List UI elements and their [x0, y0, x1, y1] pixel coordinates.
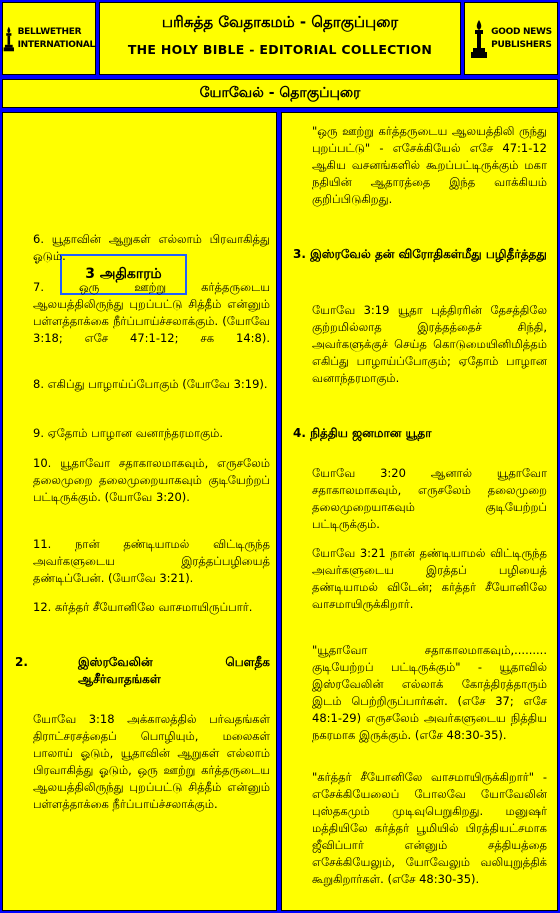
lamp-icon [3, 18, 15, 60]
section-body: "யூதாவோ சதாகாலமாகவும்,......... குடியேற்றப் பட்டிருக்கும்" - யூதாவில் இஸ்ரவேலின் எல்லாக் கோத்திரத்தாரும் இடம் பெற்றிருப்பார்கள். (எசே 37; எசே 48:1-29) எருசலேம் அவர்களுடைய நித்திய நகரமாக இருக்கும். (எசே 48:30-35). [312, 643, 547, 742]
section-body: யோவே 3:18 அக்காலத்தில் பர்வதங்கள் திராட்சரசத்தைப் பொழியும், மலைகள் பாலாய் ஓடும், யூதாவின் ஆறுகள் எல்லாம் பிரவாகித்து ஓடும், ஒரு ஊற்று கர்த்தருடைய ஆலயத்திலிருந்து புறப்பட்டு சித்தீம் என்னும் பள்ளத்தாக்கை நீர்ப்பாய்ச்சலாக்கும். [33, 712, 270, 811]
left-column [2, 112, 277, 911]
page-title: யோவேல் - தொகுப்புரை [2, 79, 558, 108]
title-english: THE HOLY BIBLE - EDITORIAL COLLECTION [127, 42, 433, 57]
list-item: 11. நான் தண்டியாமல் விட்டிருந்த அவர்களுடைய இரத்தப்பழியைத் தண்டிப்பேன். (யோவே 3:21). [33, 537, 270, 585]
section-heading: 3. இஸ்ரவேல் தன் விரோதிகள்மீது பழிதீர்த்தது [293, 247, 547, 261]
lamp-icon [470, 18, 488, 60]
bellwether-logo [2, 2, 96, 75]
right-column [281, 112, 558, 911]
section-heading: 4. நித்திய ஜனமான யூதா [293, 426, 432, 440]
logo-line1: GOOD NEWS [491, 26, 552, 37]
section-body: "கர்த்தர் சீயோனிலே வாசமாயிருக்கிறார்" - எசேக்கியேலைப் போலவே யோவேலின் புஸ்தகமும் முடிவுபெறுகிறது. மனுஷர் மத்தியிலே கர்த்தர் பூமியில் பிரத்தியட்சமாக ஜீவிப்பார் என்னும் சத்தியத்தை எசேக்கியேலும், யோவேலும் வலியுறுத்திக் கூறுகிறார்கள். (எசே 48:30-35). [312, 770, 547, 886]
section-heading: இஸ்ரவேலின் பௌதீக ஆசீர்வாதங்கள் [78, 655, 270, 686]
chapter-box: 3 அதிகாரம் [60, 254, 187, 295]
section-body: யோவே 3:21 நான் தண்டியாமல் விட்டிருந்த அவர்களுடைய இரத்தப் பழியைத் தண்டியாமல் விடேன்; கர்த்தர் சீயோனிலே வாசமாயிருக்கிறார். [312, 546, 547, 611]
logo-line1: BELLWETHER [17, 26, 82, 37]
intro-paragraph: "ஒரு ஊற்று கர்த்தருடைய ஆலயத்திலி ருந்து புறப்பட்டு" - எசேக்கியேல் எசே 47:1-12 ஆகிய வசனங்களில் கூறப்பட்டிருக்கும் மகா நதியின் ஆதாரத்தை இந்த வாக்கியம் குறிப்பிடுகிறது. [312, 124, 547, 206]
list-item: 8. எகிப்து பாழாய்ப்போகும் (யோவே 3:19). [33, 377, 268, 391]
title-tamil: பரிசுத்த வேதாகமம் - தொகுப்புரை [161, 13, 399, 31]
section-number: 2. [15, 655, 28, 669]
list-item: 12. கர்த்தர் சீயோனிலே வாசமாயிருப்பார். [33, 600, 253, 614]
good-news-logo [464, 2, 558, 75]
section-body: யோவே 3:19 யூதா புத்திரரின் தேசத்திலே குற்றமில்லாத இரத்தத்தைச் சிந்தி, அவர்களுக்குச் செய்த கொடுமையினிமித்தம் எகிப்து பாழாய்ப்போகும்; ஏதோம் பாழான வனாந்தரமாகும். [312, 303, 547, 385]
section-body: யோவே 3:20 ஆனால் யூதாவோ சதாகாலமாகவும், எருசலேம் தலைமுறை தலைமுறையாகவும் குடியேற்றப் பட்டிருக்கும். [312, 466, 547, 531]
logo-line2: PUBLISHERS [491, 39, 552, 50]
list-item: 7. ஒரு ஊற்று கர்த்தருடைய ஆலயத்திலிருந்து புறப்பட்டு சித்தீம் என்னும் பள்ளத்தாக்கை நீர்ப்பாய்ச்சலாக்கும். (யோவே 3:18; எசே 47:1-12; சக 14:8). [33, 280, 270, 345]
list-item: 10. யூதாவோ சதாகாலமாகவும், எருசலேம் தலைமுறை தலைமுறையாகவும் குடியேற்றப் பட்டிருக்கும். (யோவே 3:20). [33, 456, 270, 504]
header-title-box [99, 2, 461, 75]
list-item: 9. ஏதோம் பாழான வனாந்தரமாகும். [33, 426, 224, 440]
logo-line2: INTERNATIONAL [17, 39, 95, 50]
list-item: 6. யூதாவின் ஆறுகள் எல்லாம் பிரவாகித்து ஓடும். [33, 232, 270, 263]
